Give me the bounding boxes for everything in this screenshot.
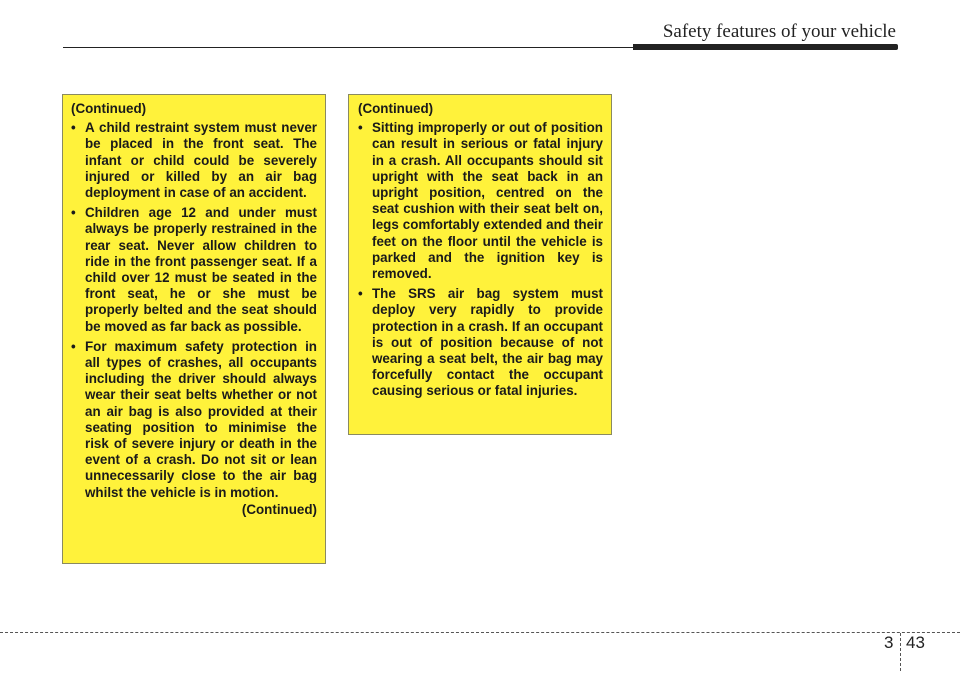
warning-box-left bbox=[62, 94, 326, 564]
list-item bbox=[71, 205, 317, 335]
page-number: 43 bbox=[906, 633, 925, 652]
list-item-text: Children age 12 and under must always be properly restrained in the rear seat. Never allow children to ride in the front passenger seat. If a child over 12 must be seated in the front seat, he or she must be properly belted and the seat should be moved as far back as possible. bbox=[85, 205, 317, 334]
list-item-text: Sitting improperly or out of position can result in serious or fatal injury in a crash. All occupants should sit upright with the seat back in an upright position, centred on the seat cushion with their seat belt on, legs comfortably extended and their feet on the floor until the vehicle is parked and the ignition key is removed. bbox=[372, 120, 603, 282]
chapter-number: 3 bbox=[884, 633, 894, 652]
list-item bbox=[358, 120, 603, 282]
bullet-icon: • bbox=[71, 338, 76, 354]
list-item bbox=[71, 120, 317, 201]
bullet-icon: • bbox=[71, 120, 76, 136]
list-item-text: A child restraint system must never be placed in the front seat. The infant or child could be severely injured or killed by an air bag deployment in case of an accident. bbox=[85, 120, 317, 201]
page-header-title: Safety features of your vehicle bbox=[662, 21, 896, 42]
warning-box-right bbox=[348, 94, 612, 435]
continued-label-top: (Continued) bbox=[71, 101, 147, 116]
bullet-icon: • bbox=[71, 205, 76, 221]
page-number-divider bbox=[900, 633, 901, 671]
continued-label-top: (Continued) bbox=[358, 101, 434, 116]
footer-rule bbox=[0, 632, 960, 633]
header-bar bbox=[633, 44, 898, 50]
bullet-icon: • bbox=[358, 286, 363, 302]
list-item-text: The SRS air bag system must deploy very rapidly to provide protection in a crash. If an occupant is out of position because of not wearing a seat belt, the air bag may forcefully contact the occupant causing serious or fatal injuries. bbox=[372, 286, 603, 399]
warning-list bbox=[71, 120, 317, 501]
list-item bbox=[358, 286, 603, 399]
warning-list bbox=[358, 120, 603, 399]
continued-label-bottom: (Continued) bbox=[241, 501, 317, 517]
list-item-text: For maximum safety protection in all types of crashes, all occupants including the driver should always wear their seat belts whether or not an air bag is also provided at their seating position to minimise the risk of severe injury or death in the event of a crash. Do not sit or lean unnecessarily close to the air bag whilst the vehicle is in motion. bbox=[85, 338, 317, 500]
list-item bbox=[71, 339, 317, 501]
bullet-icon: • bbox=[358, 120, 363, 136]
